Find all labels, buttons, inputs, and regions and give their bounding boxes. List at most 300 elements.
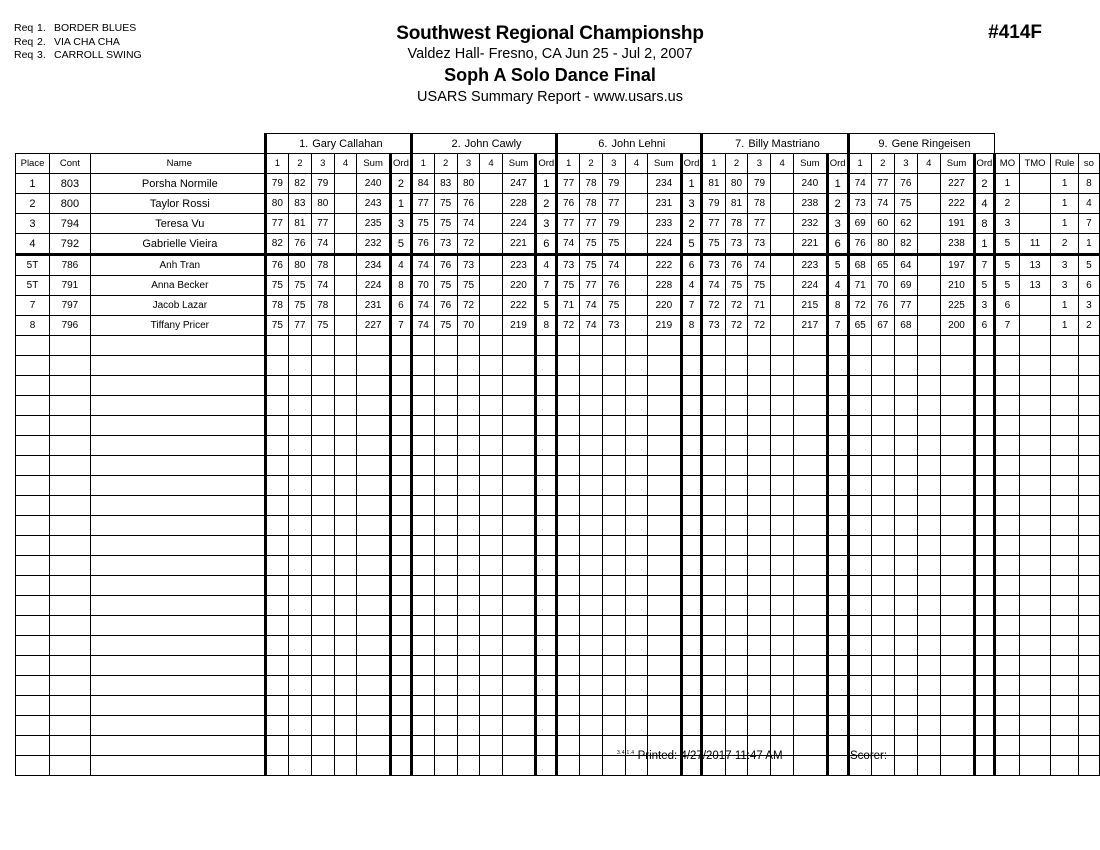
row-skater-name: Teresa Vu <box>90 214 265 234</box>
row-score-j1-2: 82 <box>288 174 311 194</box>
row-score-j1-2: 75 <box>288 276 311 296</box>
empty-cell <box>557 556 580 576</box>
empty-cell <box>702 656 725 676</box>
empty-cell <box>827 456 848 476</box>
empty-cell <box>974 376 995 396</box>
empty-cell <box>602 396 625 416</box>
row-score-j4-3: 74 <box>748 255 771 276</box>
row-ord-j2: 7 <box>536 276 557 296</box>
empty-cell <box>871 596 894 616</box>
empty-cell <box>536 596 557 616</box>
row-ord-j5: 7 <box>974 255 995 276</box>
empty-cell <box>748 416 771 436</box>
col-header-j3-3: 3 <box>602 154 625 174</box>
row-score-j4-4 <box>771 234 793 255</box>
judge-name: John Cawly <box>464 137 522 150</box>
empty-cell <box>771 516 793 536</box>
empty-cell <box>1078 676 1099 696</box>
empty-cell <box>334 476 356 496</box>
empty-cell <box>625 496 647 516</box>
empty-cell <box>16 356 50 376</box>
empty-cell <box>848 516 871 536</box>
empty-cell <box>848 696 871 716</box>
empty-cell <box>1051 396 1078 416</box>
empty-cell <box>1051 716 1078 736</box>
empty-cell <box>580 416 603 436</box>
judge-number: 6. <box>598 137 608 150</box>
empty-cell <box>391 616 412 636</box>
empty-cell <box>725 376 748 396</box>
empty-cell <box>502 336 536 356</box>
row-ord-j5: 8 <box>974 214 995 234</box>
col-header-j2-sum: Sum <box>502 154 536 174</box>
row-score-j5-1: 73 <box>848 194 871 214</box>
empty-cell <box>480 436 502 456</box>
empty-cell <box>602 476 625 496</box>
empty-cell <box>625 696 647 716</box>
judge-number: 7. <box>735 137 745 150</box>
empty-cell <box>917 616 940 636</box>
row-sum-j1: 227 <box>357 316 391 336</box>
empty-cell <box>702 496 725 516</box>
empty-cell <box>793 616 827 636</box>
row-tmo: 13 <box>1019 255 1051 276</box>
empty-cell <box>411 616 434 636</box>
row-score-j5-2: 65 <box>871 255 894 276</box>
event-number: #414F <box>988 22 1042 43</box>
row-score-j3-3: 77 <box>602 194 625 214</box>
table-row[interactable] <box>16 234 1100 255</box>
empty-cell <box>1019 676 1051 696</box>
table-row-empty[interactable] <box>16 596 1100 616</box>
empty-cell <box>995 496 1019 516</box>
empty-cell <box>647 356 681 376</box>
empty-cell <box>411 516 434 536</box>
row-score-j1-4 <box>334 174 356 194</box>
empty-cell <box>411 496 434 516</box>
table-row[interactable] <box>16 214 1100 234</box>
empty-cell <box>974 576 995 596</box>
empty-cell <box>871 356 894 376</box>
table-row-empty[interactable] <box>16 676 1100 696</box>
empty-cell <box>917 456 940 476</box>
empty-cell <box>702 456 725 476</box>
judge-header-1 <box>265 134 411 154</box>
row-sum-j3: 234 <box>647 174 681 194</box>
table-row-empty[interactable] <box>16 716 1100 736</box>
empty-cell <box>625 616 647 636</box>
empty-cell <box>49 336 90 356</box>
empty-cell <box>457 696 480 716</box>
empty-cell <box>580 596 603 616</box>
empty-cell <box>702 576 725 596</box>
row-score-j4-1: 77 <box>702 214 725 234</box>
empty-cell <box>602 496 625 516</box>
empty-cell <box>557 376 580 396</box>
row-ord-j3: 4 <box>681 276 702 296</box>
row-score-j4-1: 73 <box>702 316 725 336</box>
empty-cell <box>311 536 334 556</box>
empty-cell <box>457 616 480 636</box>
empty-cell <box>49 396 90 416</box>
row-place: 5T <box>16 276 50 296</box>
empty-cell <box>995 476 1019 496</box>
row-score-j1-3: 78 <box>311 255 334 276</box>
row-score-j2-2: 73 <box>434 234 457 255</box>
empty-cell <box>49 576 90 596</box>
col-header-j5-3: 3 <box>894 154 917 174</box>
empty-cell <box>434 376 457 396</box>
empty-cell <box>625 396 647 416</box>
row-tmo <box>1019 296 1051 316</box>
empty-cell <box>602 356 625 376</box>
empty-cell <box>357 716 391 736</box>
empty-cell <box>602 636 625 656</box>
row-score-j4-3: 77 <box>748 214 771 234</box>
col-header-j5-sum: Sum <box>940 154 974 174</box>
empty-cell <box>311 596 334 616</box>
empty-cell <box>894 596 917 616</box>
row-score-j2-4 <box>480 316 502 336</box>
empty-cell <box>625 556 647 576</box>
empty-cell <box>457 516 480 536</box>
empty-cell <box>848 456 871 476</box>
empty-cell <box>871 556 894 576</box>
empty-cell <box>848 676 871 696</box>
table-row-empty[interactable] <box>16 436 1100 456</box>
table-row[interactable] <box>16 194 1100 214</box>
empty-cell <box>793 656 827 676</box>
empty-cell <box>49 416 90 436</box>
empty-cell <box>411 336 434 356</box>
empty-cell <box>16 476 50 496</box>
empty-cell <box>49 656 90 676</box>
table-row-empty[interactable] <box>16 556 1100 576</box>
empty-cell <box>725 696 748 716</box>
empty-cell <box>580 636 603 656</box>
empty-cell <box>940 476 974 496</box>
table-row-empty[interactable] <box>16 356 1100 376</box>
table-row-empty[interactable] <box>16 376 1100 396</box>
empty-cell <box>602 676 625 696</box>
empty-cell <box>411 716 434 736</box>
empty-cell <box>748 496 771 516</box>
table-row-empty[interactable] <box>16 456 1100 476</box>
empty-cell <box>457 456 480 476</box>
row-mo: 7 <box>995 316 1019 336</box>
col-header-so: so <box>1078 154 1099 174</box>
empty-cell <box>536 356 557 376</box>
empty-cell <box>917 516 940 536</box>
empty-cell <box>974 496 995 516</box>
empty-cell <box>647 436 681 456</box>
row-sum-j2: 221 <box>502 234 536 255</box>
empty-cell <box>917 656 940 676</box>
empty-cell <box>457 336 480 356</box>
empty-cell <box>974 436 995 456</box>
empty-cell <box>1078 416 1099 436</box>
empty-cell <box>502 496 536 516</box>
empty-cell <box>917 716 940 736</box>
empty-cell <box>288 416 311 436</box>
empty-cell <box>725 336 748 356</box>
empty-cell <box>625 596 647 616</box>
row-score-j5-1: 65 <box>848 316 871 336</box>
empty-cell <box>434 536 457 556</box>
empty-cell <box>49 436 90 456</box>
empty-cell <box>580 336 603 356</box>
requirement-name: CARROLL SWING <box>54 49 142 61</box>
empty-cell <box>1019 536 1051 556</box>
column-header-row <box>16 154 1100 174</box>
empty-cell <box>827 436 848 456</box>
empty-cell <box>1051 616 1078 636</box>
row-sum-j3: 222 <box>647 255 681 276</box>
empty-cell <box>434 616 457 636</box>
table-row-empty[interactable] <box>16 416 1100 436</box>
empty-cell <box>434 476 457 496</box>
empty-cell <box>90 636 265 656</box>
row-mo: 5 <box>995 234 1019 255</box>
empty-cell <box>90 376 265 396</box>
empty-cell <box>16 396 50 416</box>
empty-cell <box>894 336 917 356</box>
empty-cell <box>940 696 974 716</box>
row-score-j3-2: 74 <box>580 316 603 336</box>
empty-cell <box>391 356 412 376</box>
row-score-j5-2: 77 <box>871 174 894 194</box>
row-ord-j2: 4 <box>536 255 557 276</box>
row-score-j1-3: 78 <box>311 296 334 316</box>
empty-cell <box>871 636 894 656</box>
empty-cell <box>391 536 412 556</box>
empty-cell <box>434 676 457 696</box>
empty-cell <box>536 556 557 576</box>
row-sum-j1: 224 <box>357 276 391 296</box>
row-score-j4-4 <box>771 276 793 296</box>
row-score-j5-4 <box>917 194 940 214</box>
row-score-j2-2: 75 <box>434 214 457 234</box>
table-row-empty[interactable] <box>16 516 1100 536</box>
col-header-j4-4: 4 <box>771 154 793 174</box>
empty-cell <box>288 356 311 376</box>
table-row-empty[interactable] <box>16 496 1100 516</box>
empty-cell <box>602 516 625 536</box>
row-score-j1-1: 82 <box>265 234 288 255</box>
empty-cell <box>647 676 681 696</box>
empty-cell <box>793 416 827 436</box>
row-score-j4-2: 76 <box>725 255 748 276</box>
empty-cell <box>557 336 580 356</box>
table-row[interactable] <box>16 174 1100 194</box>
empty-cell <box>557 636 580 656</box>
row-score-j2-1: 84 <box>411 174 434 194</box>
empty-cell <box>265 576 288 596</box>
row-sum-j5: 238 <box>940 234 974 255</box>
empty-cell <box>793 576 827 596</box>
banner-tail-spacer <box>995 134 1100 154</box>
table-row[interactable] <box>16 316 1100 336</box>
empty-cell <box>49 536 90 556</box>
empty-cell <box>1019 416 1051 436</box>
row-tmo <box>1019 214 1051 234</box>
empty-cell <box>580 356 603 376</box>
empty-cell <box>827 676 848 696</box>
table-row-empty[interactable] <box>16 536 1100 556</box>
table-row[interactable] <box>16 276 1100 296</box>
empty-cell <box>580 476 603 496</box>
empty-cell <box>411 376 434 396</box>
empty-cell <box>288 676 311 696</box>
empty-cell <box>502 556 536 576</box>
row-sum-j2: 228 <box>502 194 536 214</box>
empty-cell <box>917 416 940 436</box>
row-score-j1-4 <box>334 316 356 336</box>
row-contestant-number: 792 <box>49 234 90 255</box>
empty-cell <box>357 376 391 396</box>
row-score-j3-2: 77 <box>580 276 603 296</box>
empty-cell <box>974 396 995 416</box>
empty-cell <box>602 596 625 616</box>
score-sheet-table <box>15 133 1100 776</box>
empty-cell <box>580 536 603 556</box>
table-row-empty[interactable] <box>16 616 1100 636</box>
row-ord-j4: 3 <box>827 214 848 234</box>
empty-cell <box>391 376 412 396</box>
table-row-empty[interactable] <box>16 476 1100 496</box>
empty-cell <box>357 496 391 516</box>
table-row-empty[interactable] <box>16 576 1100 596</box>
row-score-j4-3: 75 <box>748 276 771 296</box>
table-row-empty[interactable] <box>16 636 1100 656</box>
empty-cell <box>357 596 391 616</box>
empty-cell <box>580 716 603 736</box>
empty-cell <box>311 456 334 476</box>
col-header-j3-2: 2 <box>580 154 603 174</box>
empty-cell <box>334 536 356 556</box>
empty-cell <box>771 696 793 716</box>
row-ord-j3: 2 <box>681 214 702 234</box>
empty-cell <box>1019 336 1051 356</box>
empty-cell <box>457 676 480 696</box>
empty-cell <box>793 496 827 516</box>
row-sum-j3: 219 <box>647 316 681 336</box>
empty-cell <box>434 356 457 376</box>
empty-cell <box>457 376 480 396</box>
empty-cell <box>625 476 647 496</box>
row-score-j2-1: 70 <box>411 276 434 296</box>
empty-cell <box>457 476 480 496</box>
empty-cell <box>748 696 771 716</box>
col-header-j4-ord: Ord <box>827 154 848 174</box>
table-row[interactable] <box>16 296 1100 316</box>
empty-cell <box>391 416 412 436</box>
row-sum-j3: 231 <box>647 194 681 214</box>
event-venue: Valdez Hall- Fresno, CA Jun 25 - Jul 2, 2007 <box>407 46 693 62</box>
empty-cell <box>288 716 311 736</box>
empty-cell <box>702 516 725 536</box>
empty-cell <box>480 336 502 356</box>
empty-cell <box>580 576 603 596</box>
empty-cell <box>457 396 480 416</box>
row-score-j1-4 <box>334 194 356 214</box>
empty-cell <box>894 396 917 416</box>
table-row-empty[interactable] <box>16 656 1100 676</box>
empty-cell <box>681 576 702 596</box>
empty-cell <box>580 656 603 676</box>
table-row[interactable] <box>16 255 1100 276</box>
empty-cell <box>725 516 748 536</box>
empty-cell <box>502 456 536 476</box>
empty-cell <box>357 696 391 716</box>
empty-cell <box>917 396 940 416</box>
table-row-empty[interactable] <box>16 696 1100 716</box>
empty-cell <box>894 656 917 676</box>
row-score-j1-4 <box>334 234 356 255</box>
table-row-empty[interactable] <box>16 336 1100 356</box>
row-place: 8 <box>16 316 50 336</box>
row-skater-name: Taylor Rossi <box>90 194 265 214</box>
col-header-j1-4: 4 <box>334 154 356 174</box>
col-header-j4-1: 1 <box>702 154 725 174</box>
empty-cell <box>391 596 412 616</box>
empty-cell <box>536 516 557 536</box>
col-header-j1-sum: Sum <box>357 154 391 174</box>
table-row-empty[interactable] <box>16 396 1100 416</box>
empty-cell <box>411 696 434 716</box>
empty-cell <box>848 656 871 676</box>
row-ord-j3: 1 <box>681 174 702 194</box>
row-contestant-number: 800 <box>49 194 90 214</box>
empty-cell <box>16 676 50 696</box>
empty-cell <box>995 576 1019 596</box>
row-score-j3-2: 75 <box>580 234 603 255</box>
row-score-j5-2: 60 <box>871 214 894 234</box>
empty-cell <box>90 676 265 696</box>
empty-cell <box>434 696 457 716</box>
empty-cell <box>334 716 356 736</box>
empty-cell <box>311 396 334 416</box>
row-score-j2-2: 76 <box>434 296 457 316</box>
empty-cell <box>1019 376 1051 396</box>
empty-cell <box>480 676 502 696</box>
empty-cell <box>702 616 725 636</box>
col-header-j3-4: 4 <box>625 154 647 174</box>
empty-cell <box>725 476 748 496</box>
row-score-j2-3: 80 <box>457 174 480 194</box>
row-sum-j4: 217 <box>793 316 827 336</box>
empty-cell <box>480 356 502 376</box>
empty-cell <box>1051 456 1078 476</box>
empty-cell <box>917 536 940 556</box>
empty-cell <box>16 496 50 516</box>
empty-cell <box>391 716 412 736</box>
judge-number: 1. <box>299 137 309 150</box>
empty-cell <box>457 716 480 736</box>
empty-cell <box>391 436 412 456</box>
row-score-j5-2: 67 <box>871 316 894 336</box>
empty-cell <box>90 616 265 636</box>
row-score-j5-4 <box>917 234 940 255</box>
row-score-j4-2: 73 <box>725 234 748 255</box>
empty-cell <box>334 356 356 376</box>
empty-cell <box>357 536 391 556</box>
row-score-j3-4 <box>625 316 647 336</box>
empty-cell <box>1051 656 1078 676</box>
row-score-j5-2: 76 <box>871 296 894 316</box>
empty-cell <box>1078 336 1099 356</box>
empty-cell <box>16 556 50 576</box>
